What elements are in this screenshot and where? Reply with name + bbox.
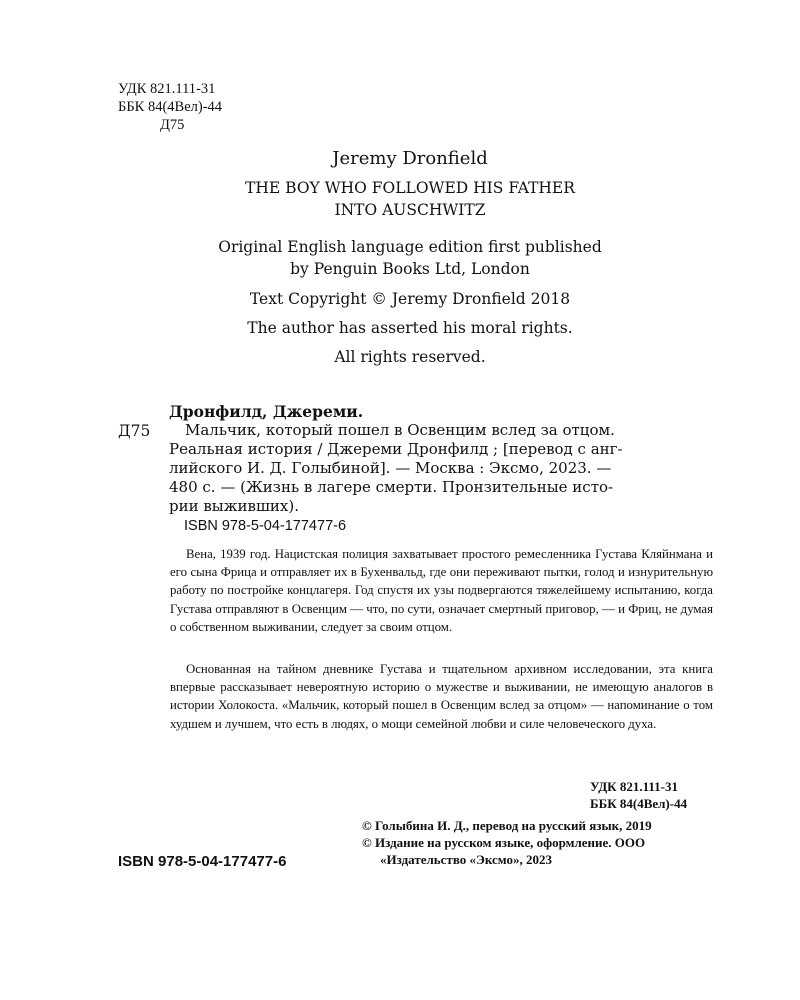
moral-rights: The author has asserted his moral rights. [247,319,573,337]
author-mark-top: Д75 [160,117,185,133]
original-title [120,177,700,221]
original-title-line1: THE BOY WHO FOLLOWED HIS FATHER [245,179,575,197]
udk-bottom: УДК 821.111-31 [590,779,678,794]
publisher-copyright: © Издание на русском языке, оформление. ООО «Издательство «Эксмо», 2023 [362,835,646,867]
bbk-top: ББК 84(4Вел)-44 [118,99,223,115]
annotation-paragraph-1: Вена, 1939 год. Нацистская полиция захватывает простого ремесленника Густава Кляйнмана и его сына Фрица и отправляет их в Бухенвальд, где они переживают пытки, голод и изнурительную работу по постройке концлагеря. Год спустя их узы подвергаются тяжелейшему испытанию, когда Густава отправляют в Освенцим — что, по сути, означает смертный приговор, — и Фриц, не думая о собственном выживании, следует за своим отцом. [170,547,713,634]
bib-description [169,421,714,516]
bib-line: лийского И. Д. Голыбиной]. — Москва : Эксмо, 2023. — [169,459,612,477]
udk-top: УДК 821.111-31 [118,81,216,97]
rights-reserved: All rights reserved. [334,348,486,366]
edition-note-line2: by Penguin Books Ltd, London [290,260,530,278]
edition-note [120,236,700,280]
translation-copyright: © Голыбина И. Д., перевод на русский язык, 2019 [362,818,652,833]
text-copyright: Text Copyright © Jeremy Dronfield 2018 [249,290,571,308]
original-title-line2: INTO AUSCHWITZ [334,201,486,219]
bib-line: 480 с. — (Жизнь в лагере смерти. Пронзительные исто- [169,478,614,496]
bib-line: рии выживших). [169,497,300,515]
bbk-bottom: ББК 84(4Вел)-44 [590,796,688,811]
isbn-bottom: ISBN 978-5-04-177477-6 [118,853,287,870]
annotation-paragraph-2: Основанная на тайном дневнике Густава и тщательном архивном исследовании, эта книга впервые рассказывает невероятную историю о мужестве и выживании, не имеющую аналогов в истории Холокоста. «Мальчик, который пошел в Освенцим вслед за отцом» — напоминание о том худшем и лучшем, что есть в людях, о мощи семейной любви и силе человеческого духа. [170,662,713,731]
bib-author-mark: Д75 [118,422,151,440]
bib-line: Реальная история / Джереми Дронфилд ; [перевод с анг- [169,440,623,458]
original-author: Jeremy Dronfield [332,148,488,169]
russian-copyright [362,817,717,868]
bib-author: Дронфилд, Джереми. [169,402,364,421]
bib-line: Мальчик, который пошел в Освенцим вслед за отцом. [185,421,615,439]
edition-note-line1: Original English language edition first published [218,238,602,256]
bib-isbn: ISBN 978-5-04-177477-6 [184,518,347,534]
